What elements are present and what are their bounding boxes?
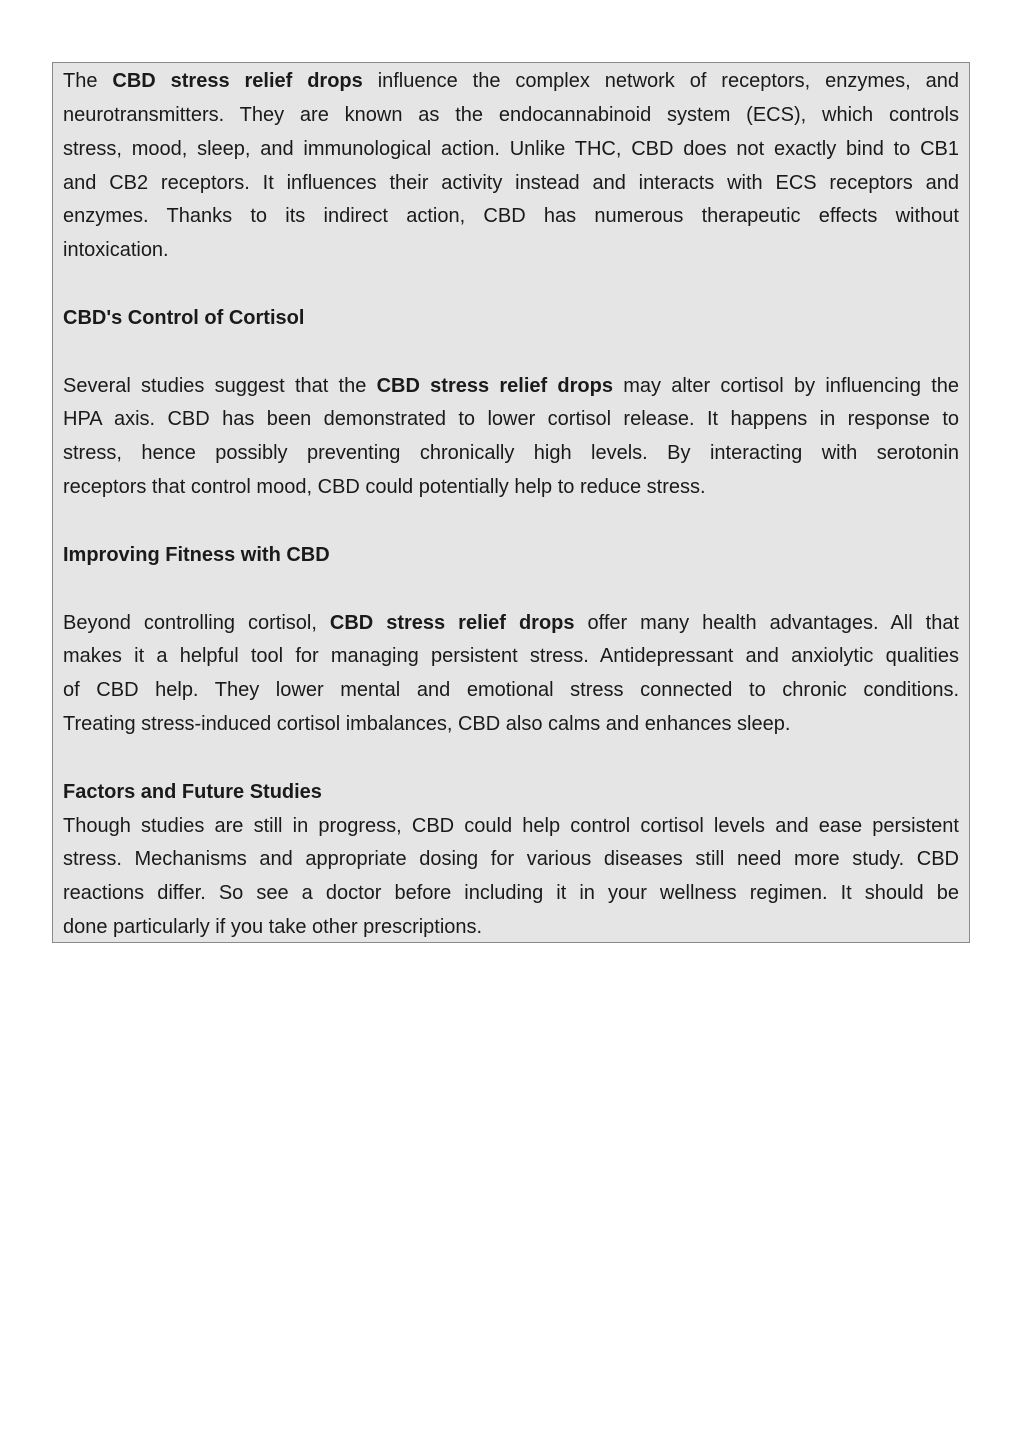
section-heading-fitness: Improving Fitness with CBD bbox=[63, 543, 330, 566]
spacer bbox=[63, 573, 959, 607]
paragraph-4-line-2: stress. Mechanisms and appropriate dosing for various diseases still need more study. CBD bbox=[63, 848, 959, 871]
text-span: influence the complex network of receptors, enzymes, and bbox=[377, 70, 959, 92]
keyword-bold: CBD stress relief drops bbox=[329, 611, 575, 634]
paragraph-1-line-6: intoxication. bbox=[63, 239, 169, 262]
paragraph-1-line-1 bbox=[63, 65, 959, 99]
keyword-bold: CBD stress relief drops bbox=[376, 374, 613, 397]
text-span: The bbox=[63, 70, 98, 92]
text-span: may alter cortisol by influencing the bbox=[623, 374, 959, 397]
paragraph-1-line-3: stress, mood, sleep, and immunological action. Unlike THC, CBD does not exactly bind to CB1 bbox=[63, 137, 959, 160]
paragraph-2-line-2: HPA axis. CBD has been demonstrated to lower cortisol release. It happens in response to bbox=[63, 408, 959, 431]
spacer bbox=[63, 268, 959, 302]
text-span: Several studies suggest that the bbox=[63, 374, 367, 397]
paragraph-3-line-1 bbox=[63, 607, 959, 641]
section-heading-cortisol: CBD's Control of Cortisol bbox=[63, 306, 305, 329]
keyword-bold: CBD stress relief drops bbox=[112, 70, 363, 92]
spacer bbox=[63, 505, 959, 539]
paragraph-4-line-3: reactions differ. So see a doctor before including it in your wellness regimen. It should be bbox=[63, 882, 959, 905]
text-span: offer many health advantages. All that bbox=[587, 611, 959, 634]
paragraph-2-line-4: receptors that control mood, CBD could potentially help to reduce stress. bbox=[63, 476, 706, 499]
paragraph-1-line-5: enzymes. Thanks to its indirect action, CBD has numerous therapeutic effects without bbox=[63, 205, 959, 228]
document-body bbox=[52, 62, 970, 943]
paragraph-4-line-1: Though studies are still in progress, CBD could help control cortisol levels and ease persistent bbox=[63, 814, 959, 837]
paragraph-1-line-4: and CB2 receptors. It influences their activity instead and interacts with ECS receptors and bbox=[63, 171, 959, 194]
spacer bbox=[63, 336, 959, 370]
section-heading-future-studies: Factors and Future Studies bbox=[63, 780, 322, 803]
paragraph-3-line-2: makes it a helpful tool for managing persistent stress. Antidepressant and anxiolytic qualities bbox=[63, 645, 959, 668]
spacer bbox=[63, 742, 959, 776]
text-span: Beyond controlling cortisol, bbox=[63, 611, 317, 634]
paragraph-3-line-3: of CBD help. They lower mental and emotional stress connected to chronic conditions. bbox=[63, 679, 959, 702]
paragraph-2-line-1 bbox=[63, 370, 959, 404]
paragraph-4-line-4: done particularly if you take other prescriptions. bbox=[63, 916, 483, 939]
paragraph-2-line-3: stress, hence possibly preventing chronically high levels. By interacting with serotonin bbox=[63, 442, 959, 465]
paragraph-1-line-2: neurotransmitters. They are known as the endocannabinoid system (ECS), which controls bbox=[63, 103, 959, 126]
paragraph-3-line-4: Treating stress-induced cortisol imbalances, CBD also calms and enhances sleep. bbox=[63, 713, 791, 736]
